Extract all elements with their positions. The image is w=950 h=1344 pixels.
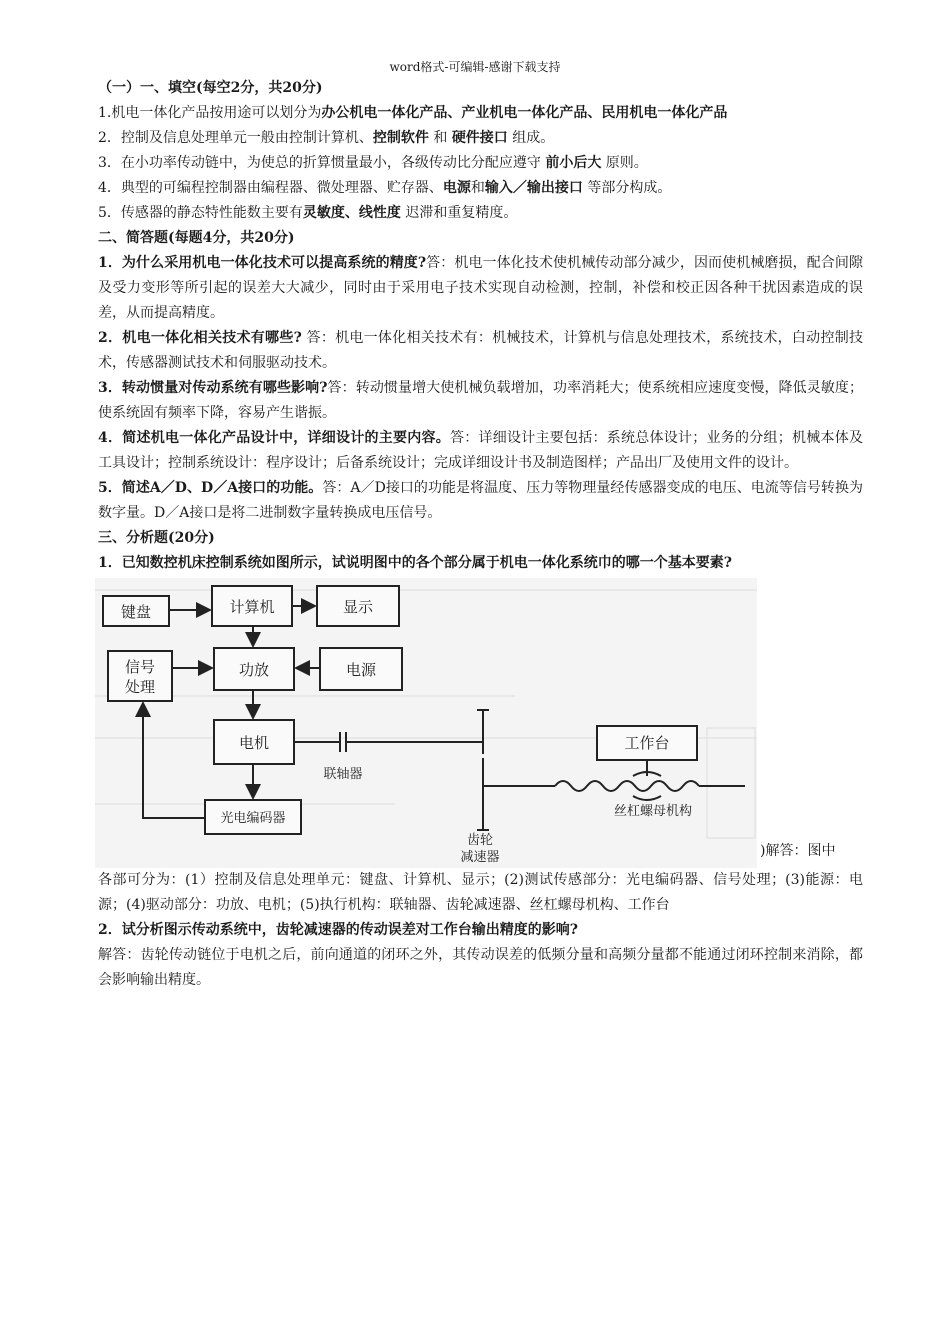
answer: 办公机电一体化产品、产业机电一体化产品、民用机电一体化产品 xyxy=(321,105,728,121)
section3-title: 三、分析题(20分) xyxy=(98,530,215,546)
coupling-label: 联轴器 xyxy=(323,767,363,782)
analysis-question-1: 1．已知数控机床控制系统如图所示，试说明图中的各个部分属于机电一体化系统巾的哪一个基本要素? xyxy=(98,555,732,571)
nut-lower xyxy=(633,796,661,800)
diagram-row xyxy=(98,576,863,868)
screw-nut-label: 丝杠螺母机构 xyxy=(613,804,693,819)
block-diagram-svg xyxy=(95,578,757,868)
fill-question-2: 2．控制及信息处理单元一般由控制计算机、控制软件 和 硬件接口 组成。 xyxy=(98,130,555,146)
page-header: word格式-可编辑-感谢下载支持 xyxy=(389,60,561,74)
cnc-control-diagram xyxy=(95,578,757,868)
short-answer-1: 1．为什么采用机电一体化技术可以提高系统的精度?答：机电一体化技术使机械传动部分减少，因而使机械磨损，配合间隙及受力变形等所引起的误差大大减少，同时由于采用电子技术实现自动检测，控制，补偿和校正因各种干扰因素造成的误差，从而提高精度。 xyxy=(98,255,863,321)
analysis-answer-2: 解答：齿轮传动链位于电机之后，前向通道的闭环之外，其传动误差的低频分量和高频分量都不能通过闭环控制来消除，都会影响输出精度。 xyxy=(98,947,863,988)
short-answer-4: 4．简述机电一体化产品设计中，详细设计的主要内容。答：详细设计主要包括：系统总体设计；业务的分组；机械本体及工具设计；控制系统设计：程序设计；后备系统设计；完成详细设计书及制造图样；产品出厂及使用文件的设计。 xyxy=(98,430,863,471)
fill-question-1: 1.机电一体化产品按用途可以划分为办公机电一体化产品、产业机电一体化产品、民用机电一体化产品 xyxy=(98,105,728,121)
fill-question-5: 5．传感器的静态特性能数主要有灵敏度、线性度 迟滞和重复精度。 xyxy=(98,205,518,221)
section2-title: 二、简答题(每题4分，共20分) xyxy=(98,230,295,246)
keyboard-label: 键盘 xyxy=(120,603,152,621)
power-label: 电源 xyxy=(345,661,377,679)
faded-background-lines xyxy=(95,590,757,838)
diagram-caption: )解答：图中 xyxy=(760,843,836,859)
computer-label: 计算机 xyxy=(229,598,275,616)
section1-title: （一）一、填空(每空2分，共20分) xyxy=(98,80,323,96)
worktable-label: 工作台 xyxy=(624,734,670,752)
fill-question-3: 3．在小功率传动链中，为使总的折算惯量最小，各级传动比分配应遵守 前小后大 原则。 xyxy=(98,155,648,171)
gear-label-2: 减速器 xyxy=(460,850,500,865)
encoder-label: 光电编码器 xyxy=(220,811,286,826)
document-body xyxy=(98,76,863,993)
signal-label-2: 处理 xyxy=(124,678,156,696)
analysis-question-2: 2．试分析图示传动系统中，齿轮减速器的传动误差对工作台输出精度的影响? xyxy=(98,922,578,938)
lead-screw xyxy=(555,781,699,791)
signal-label-1: 信号 xyxy=(124,658,156,676)
short-answer-3: 3．转动惯量对传动系统有哪些影响?答：转动惯量增大使机械负载增加，功率消耗大；使系统相应速度变慢，降低灵敏度；使系统固有频率下降，容易产生谐振。 xyxy=(98,380,864,421)
short-answer-2: 2．机电一体化相关技术有哪些? 答：机电一体化相关技术有：机械技术，计算机与信息处理技术，系统技术，白动控制技术，传感器测试技术和伺服驱动技术。 xyxy=(98,330,863,371)
gear-label-1: 齿轮 xyxy=(466,833,494,848)
fill-question-4: 4．典型的可编程控制器由编程器、微处理器、贮存器、电源和输入／输出接口 等部分构成。 xyxy=(98,180,672,196)
display-label: 显示 xyxy=(342,598,374,616)
encoder-feedback-arrow xyxy=(143,703,205,818)
amplifier-label: 功放 xyxy=(238,661,270,679)
analysis-answer-1: 各部可分为：(1）控制及信息处理单元：键盘、计算机、显示；(2)测试传感部分：光电编码器、信号处理；(3)能源：电源；(4)驱动部分：功放、电机；(5)执行机构：联轴器、齿轮减速器、丝杠螺母机构、工作台 xyxy=(98,872,863,913)
motor-label: 电机 xyxy=(238,734,270,752)
short-answer-5: 5．简述A／D、D／A接口的功能。答：A／D接口的功能是将温度、压力等物理量经传感器变成的电压、电流等信号转换为数字量。D／A接口是将二进制数字量转换成电压信号。 xyxy=(98,480,863,521)
